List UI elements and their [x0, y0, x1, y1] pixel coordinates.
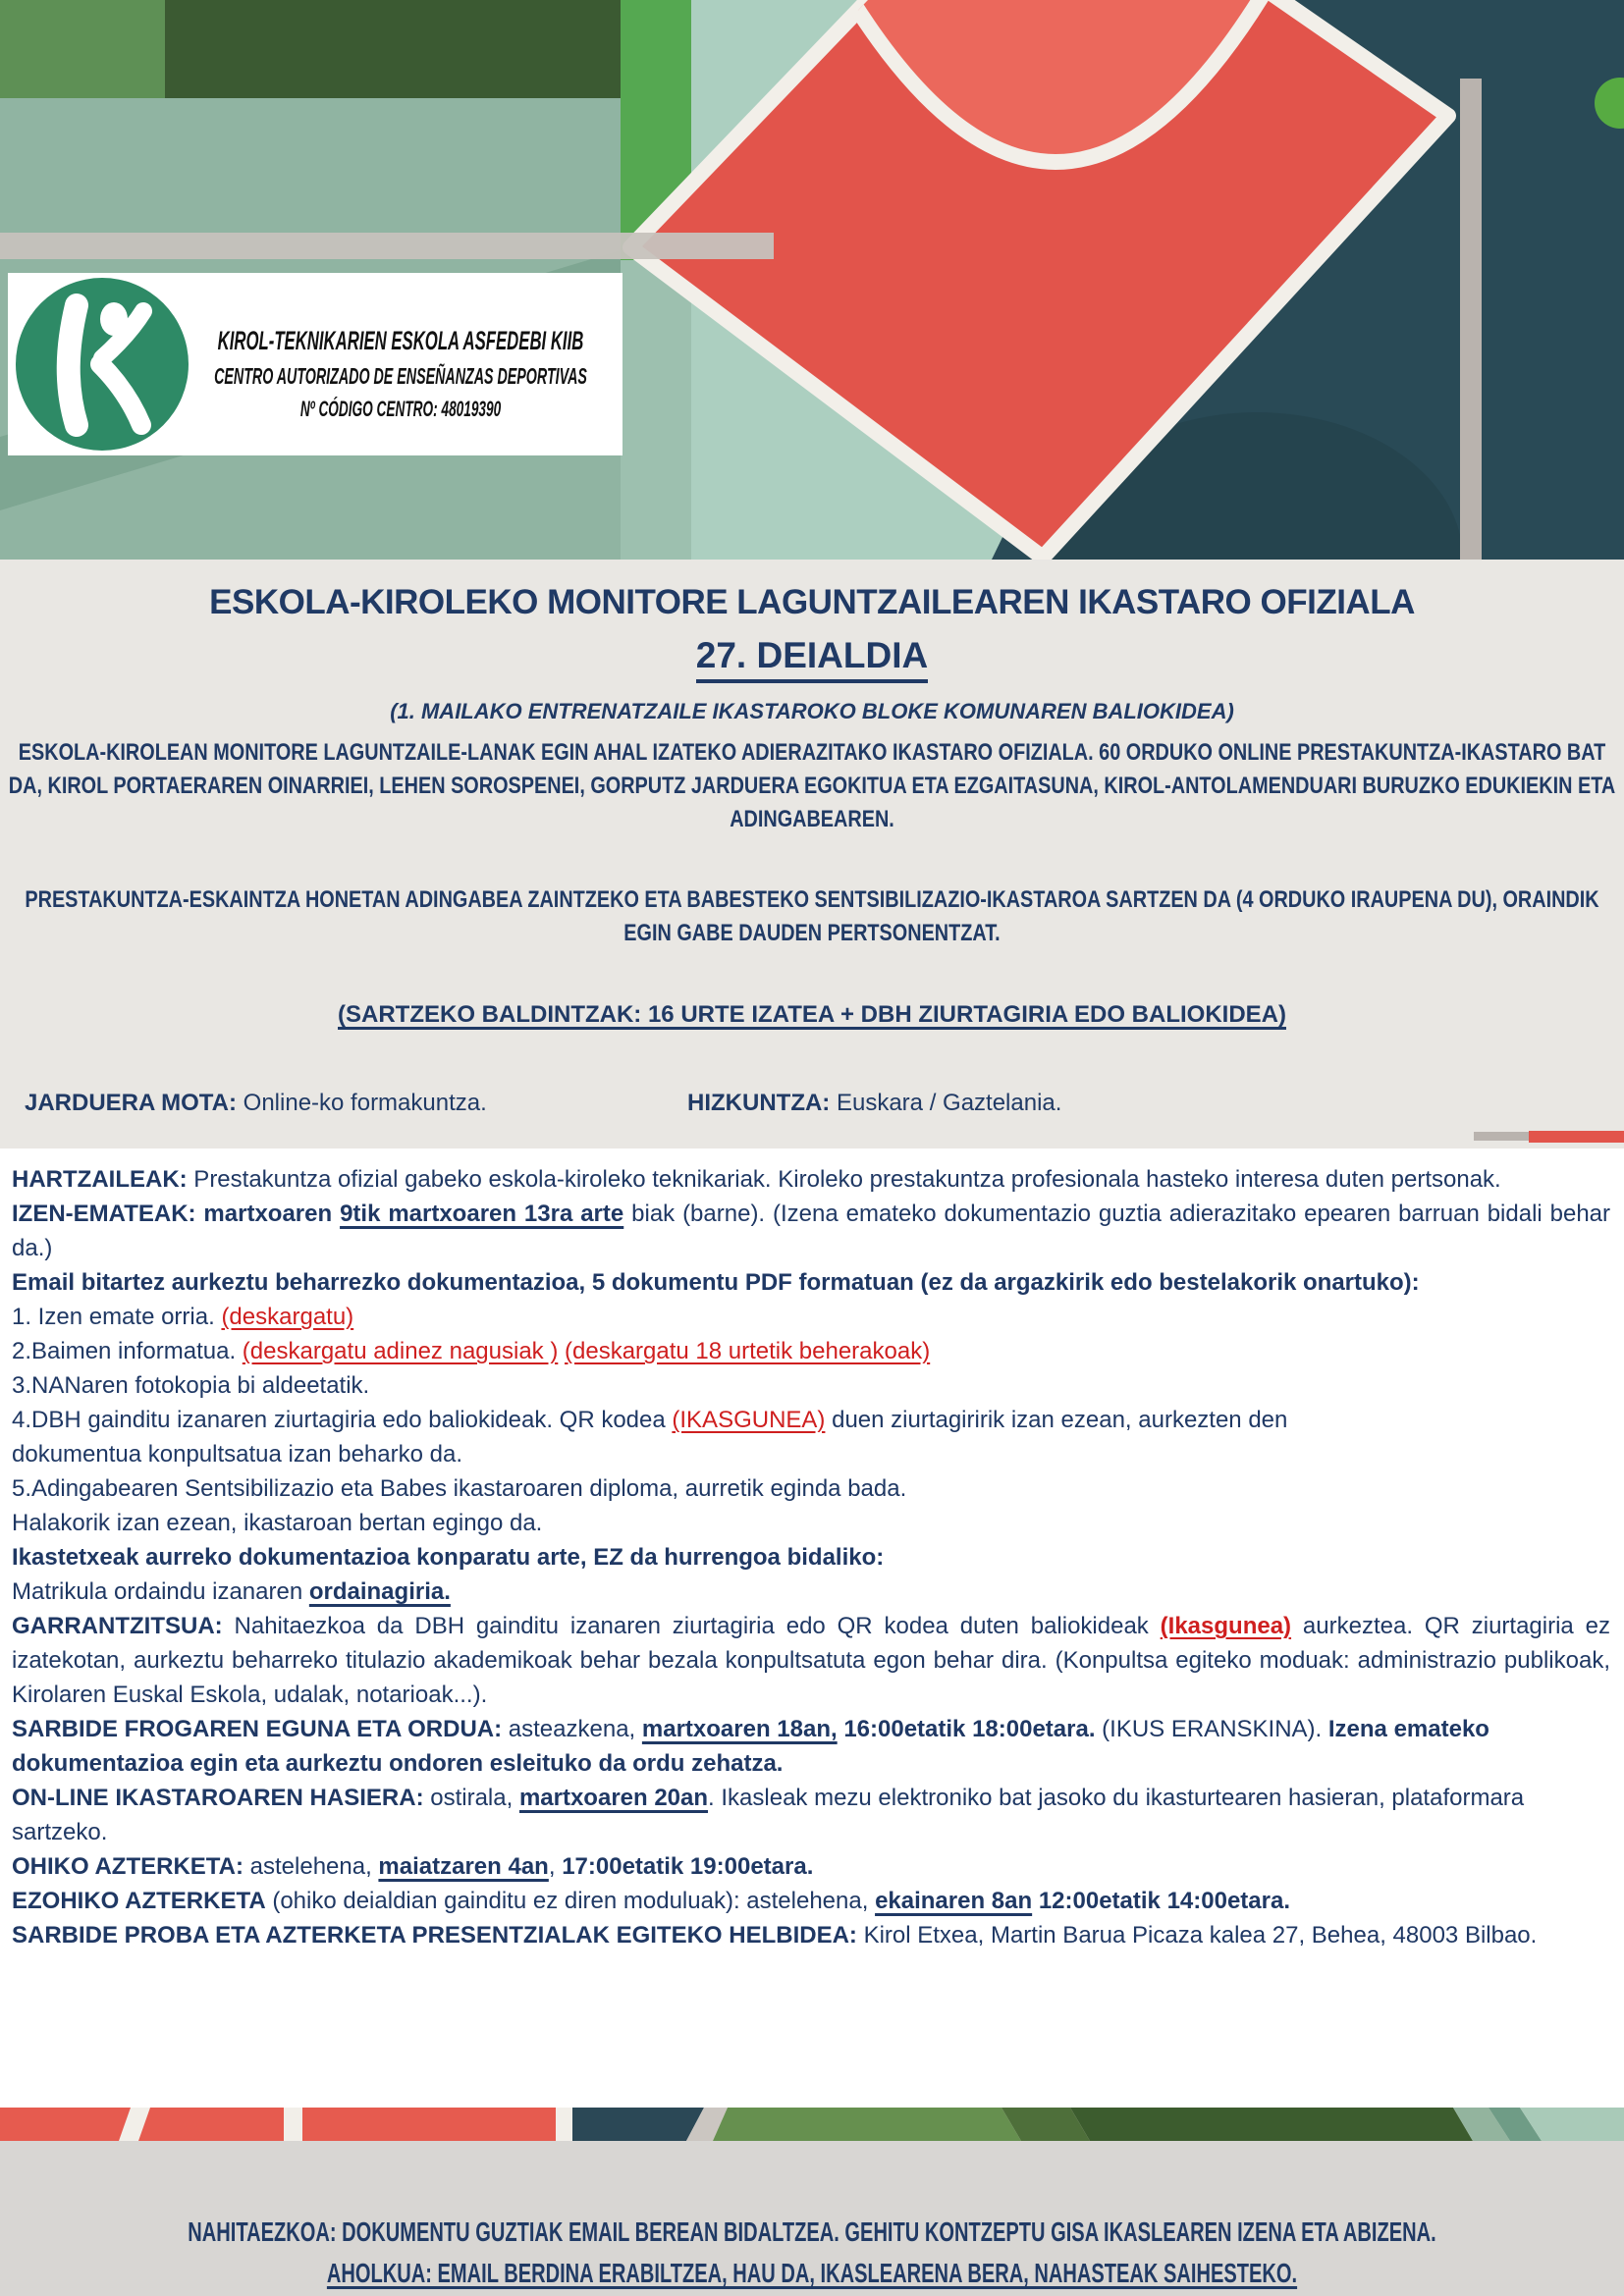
extraordinary-exam-text1: (ohiko deialdian gainditu ez diren moduluak): astelehena,: [265, 1888, 876, 1914]
page-title: ESKOLA-KIROLEKO MONITORE LAGUNTZAILEAREN IKASTARO OFIZIALA: [209, 583, 1415, 621]
payment-text: Matrikula ordaindu izanaren: [12, 1578, 309, 1605]
sage-column: [621, 260, 691, 560]
logo-subtitle: CENTRO AUTORIZADO DE ENSEÑANZAS DEPORTIVAS: [214, 363, 587, 389]
access-test-text1: asteazkena,: [502, 1716, 642, 1742]
online-start-label: ON-LINE IKASTAROAREN HASIERA:: [12, 1785, 424, 1811]
footer-mandatory-line: NAHITAEZKOA: DOKUMENTU GUZTIAK EMAIL BEREAN BIDALTZEA. GEHITU KONTZEPTU GISA IKASLEAREN IZENA ETA ABIZENA.: [188, 2216, 1436, 2247]
address-value: Kirol Etxea, Martin Barua Picaza kalea 27, Behea, 48003 Bilbao.: [856, 1922, 1538, 1949]
online-start-text2: . Ikasleak mezu elektroniko bat jasoko du ikasturtearen hasieran, plataformara sartzeko.: [12, 1785, 1525, 1845]
registration-label: IZEN-EMATEAK: martxoaren: [12, 1201, 341, 1227]
ordinary-exam-comma: ,: [548, 1853, 563, 1880]
strip-red-2: [138, 2108, 284, 2141]
footer-advice-line: [0, 2257, 1623, 2290]
requirements-text: (SARTZEKO BALDINTZAK: 16 URTE IZATEA + DBH ZIURTAGIRIA EDO BALIOKIDEA): [338, 1001, 1286, 1028]
recipients-text: Prestakuntza ofizial gabeko eskola-kiroleko teknikariak. Kiroleko prestakuntza profesionala hasteko interesa duten pertsonak.: [187, 1166, 1501, 1193]
online-start-date: martxoaren 20an: [518, 1785, 709, 1811]
doc-item-4-text2: duen ziurtagiririk izan ezean, aurkezten den: [825, 1407, 1288, 1433]
banner: [0, 0, 1624, 560]
edge-artifact-red: [1529, 1131, 1624, 1143]
ikasgunea-link[interactable]: (IKASGUNEA): [672, 1407, 826, 1433]
strip-green: [713, 2108, 1021, 2141]
ordinary-exam-text1: astelehena,: [243, 1853, 379, 1880]
green-square: [0, 0, 165, 98]
recipients-label: HARTZAILEAK:: [12, 1166, 188, 1193]
logo-title: KIROL-TEKNIKARIEN ESKOLA ASFEDEBI KIIB: [217, 326, 584, 355]
download-link-consent-minors[interactable]: (deskargatu 18 urtetik beherakoak): [565, 1338, 931, 1364]
email-docs-heading: Email bitartez aurkeztu beharrezko dokumentazioa, 5 dokumentu PDF formatuan (ez da argazkirik edo bestelakorik onartuko):: [12, 1269, 1420, 1296]
logo-k-icon: [16, 278, 189, 451]
doc-item-5-continuation: Halakorik izan ezean, ikastaroan bertan egingo da.: [12, 1510, 543, 1536]
ordinary-exam-time: 17:00etatik 19:00etara.: [562, 1853, 814, 1880]
language: [687, 1090, 1061, 1117]
extraordinary-exam-date: ekainaren 8an: [875, 1888, 1033, 1914]
language-label: HIZKUNTZA:: [687, 1090, 831, 1116]
activity-value: Online-ko formakuntza.: [237, 1090, 487, 1116]
gray-vertical-bar: [1460, 79, 1482, 560]
access-test-label: SARBIDE FROGAREN EGUNA ETA ORDUA:: [12, 1716, 503, 1742]
address-label: SARBIDE PROBA ETA AZTERKETA PRESENTZIALAK EGITEKO HELBIDEA:: [12, 1922, 857, 1949]
main-content: [0, 1148, 1624, 2108]
important-paragraph: [12, 1609, 1610, 1712]
important-label: GARRANTZITSUA:: [12, 1613, 223, 1639]
strip-dark-green: [1070, 2108, 1473, 2141]
equivalence-subtitle: (1. MAILAKO ENTRENATZAILE IKASTAROKO BLOKE KOMUNAREN BALIOKIDEA): [390, 699, 1234, 723]
ikasgunea-link-2[interactable]: (Ikasgunea): [1160, 1613, 1292, 1639]
gray-horizontal-bar: [0, 233, 774, 259]
access-test-date: martxoaren 18an,: [641, 1716, 838, 1742]
extraordinary-exam-time: 12:00etatik 14:00etara.: [1032, 1888, 1290, 1914]
doc-item-2-text: 2.Baimen informatua.: [12, 1338, 243, 1364]
footer-advice-text: AHOLKUA: EMAIL BERDINA ERABILTZEA, HAU DA, IKASLEARENA BERA, NAHASTEAK SAIHESTEKO.: [326, 2258, 1298, 2288]
online-start-paragraph: [12, 1781, 1610, 1849]
activity-type: [25, 1090, 487, 1117]
extraordinary-exam-label: EZOHIKO AZTERKETA: [12, 1888, 266, 1914]
strip-red-1: [0, 2108, 131, 2141]
footer-band: [0, 2141, 1624, 2296]
doc-item-3: 3.NANaren fotokopia bi aldeetatik.: [12, 1372, 370, 1399]
edition-title: [0, 634, 1624, 683]
header-band: [0, 560, 1624, 1148]
access-test-paragraph: [12, 1712, 1610, 1781]
download-link-consent-adults[interactable]: (deskargatu adinez nagusiak ): [242, 1338, 559, 1364]
doc-item-5: 5.Adingabearen Sentsibilizazio eta Babes ikastaroaren diploma, aurretik eginda bada.: [12, 1475, 907, 1502]
edge-artifact-gray: [1474, 1132, 1529, 1141]
doc-item-2-sep: [558, 1338, 565, 1364]
intro-paragraph-1: ESKOLA-KIROLEAN MONITORE LAGUNTZAILE-LANAK EGIN AHAL IZATEKO ADIERAZITAKO IKASTARO OFIZIALA. 60 ORDUKO ONLINE PRESTAKUNTZA-IKASTARO BAT DA, KIROL PORTAERAREN OINARRIEI, LEHEN SOROSPENEI, GORPUTZ JARDUERA EGOKITUA ETA EZGAITASUNA, KIROL-ANTOLAMENDUARI BURUZKO EDUKIEKIN ETA ADINGABEAREN.: [8, 739, 1616, 832]
bottom-strip-artwork: [0, 2108, 1624, 2141]
extraordinary-exam-line: [12, 1884, 1610, 1918]
download-link-registration-form[interactable]: (deskargatu): [221, 1304, 354, 1330]
access-test-annex: (IKUS ERANSKINA).: [1095, 1716, 1328, 1742]
recipients-paragraph: [12, 1162, 1610, 1197]
access-test-bold2: Izena emateko dokumentazioa egin eta aurkeztu ondoren esleituko da ordu zehatza.: [12, 1716, 1489, 1777]
registration-text: biak (barne). (Izena emateko dokumentazio guztia adierazitako epearen barruan bidali behar da.): [12, 1201, 1611, 1261]
info-row: [0, 1090, 1624, 1123]
dark-green-square: [165, 0, 621, 98]
registration-dates: 9tik martxoaren 13ra arte: [340, 1201, 624, 1227]
access-test-time: 16:00etatik 18:00etara.: [837, 1716, 1096, 1742]
important-text1: Nahitaezkoa da DBH gainditu izanaren ziurtagiria edo QR kodea duten baliokideak: [222, 1613, 1161, 1639]
address-line: [12, 1918, 1610, 1952]
doc-item-2: [12, 1334, 1610, 1368]
online-start-text1: ostirala,: [423, 1785, 519, 1811]
payment-receipt: ordainagiria.: [308, 1578, 451, 1605]
payment-line: [12, 1575, 1610, 1609]
logo: [8, 273, 623, 455]
registration-paragraph: [12, 1197, 1610, 1265]
ordinary-exam-date: maiatzaren 4an: [378, 1853, 549, 1880]
doc-item-4-text1: 4.DBH gainditu izanaren ziurtagiria edo baliokideak. QR kodea: [12, 1407, 673, 1433]
doc-item-1: [12, 1300, 1610, 1334]
ordinary-exam-line: [12, 1849, 1610, 1884]
activity-label: JARDUERA MOTA:: [25, 1090, 237, 1116]
school-note: Ikastetxeak aurreko dokumentazioa konparatu arte, EZ da hurrengoa bidaliko:: [12, 1544, 885, 1571]
language-value: Euskara / Gaztelania.: [830, 1090, 1062, 1116]
doc-item-4: [12, 1403, 1610, 1437]
requirements-line: [0, 1001, 1624, 1029]
intro-paragraph-2: PRESTAKUNTZA-ESKAINTZA HONETAN ADINGABEA ZAINTZEKO ETA BABESTEKO SENTSIBILIZAZIO-IKASTAROA SARTZEN DA (4 ORDUKO IRAUPENA DU), ORAINDIK EGIN GABE DAUDEN PERTSONENTZAT.: [25, 886, 1599, 946]
logo-center-code: Nº CÓDIGO CENTRO: 48019390: [299, 397, 502, 421]
doc-item-1-text: 1. Izen emate orria.: [12, 1304, 222, 1330]
strip-red-3: [302, 2108, 556, 2141]
important-text2: aurkeztea. QR ziurtagiria ez izatekotan, aurkeztu beharreko titulazio akademikoak behar bezala konpultsatuta egon behar dira. (Konpultsa egiteko moduak: administrazio publikoak, Kirolaren Euskal Eskola, udalak, notarioak...).: [12, 1613, 1610, 1708]
logo-text: [193, 322, 608, 426]
doc-item-4-continuation: dokumentua konpultsatua izan beharko da.: [12, 1441, 462, 1468]
ordinary-exam-label: OHIKO AZTERKETA:: [12, 1853, 244, 1880]
strip-navy: [572, 2108, 704, 2141]
edition-text: 27. DEIALDIA: [696, 634, 928, 683]
